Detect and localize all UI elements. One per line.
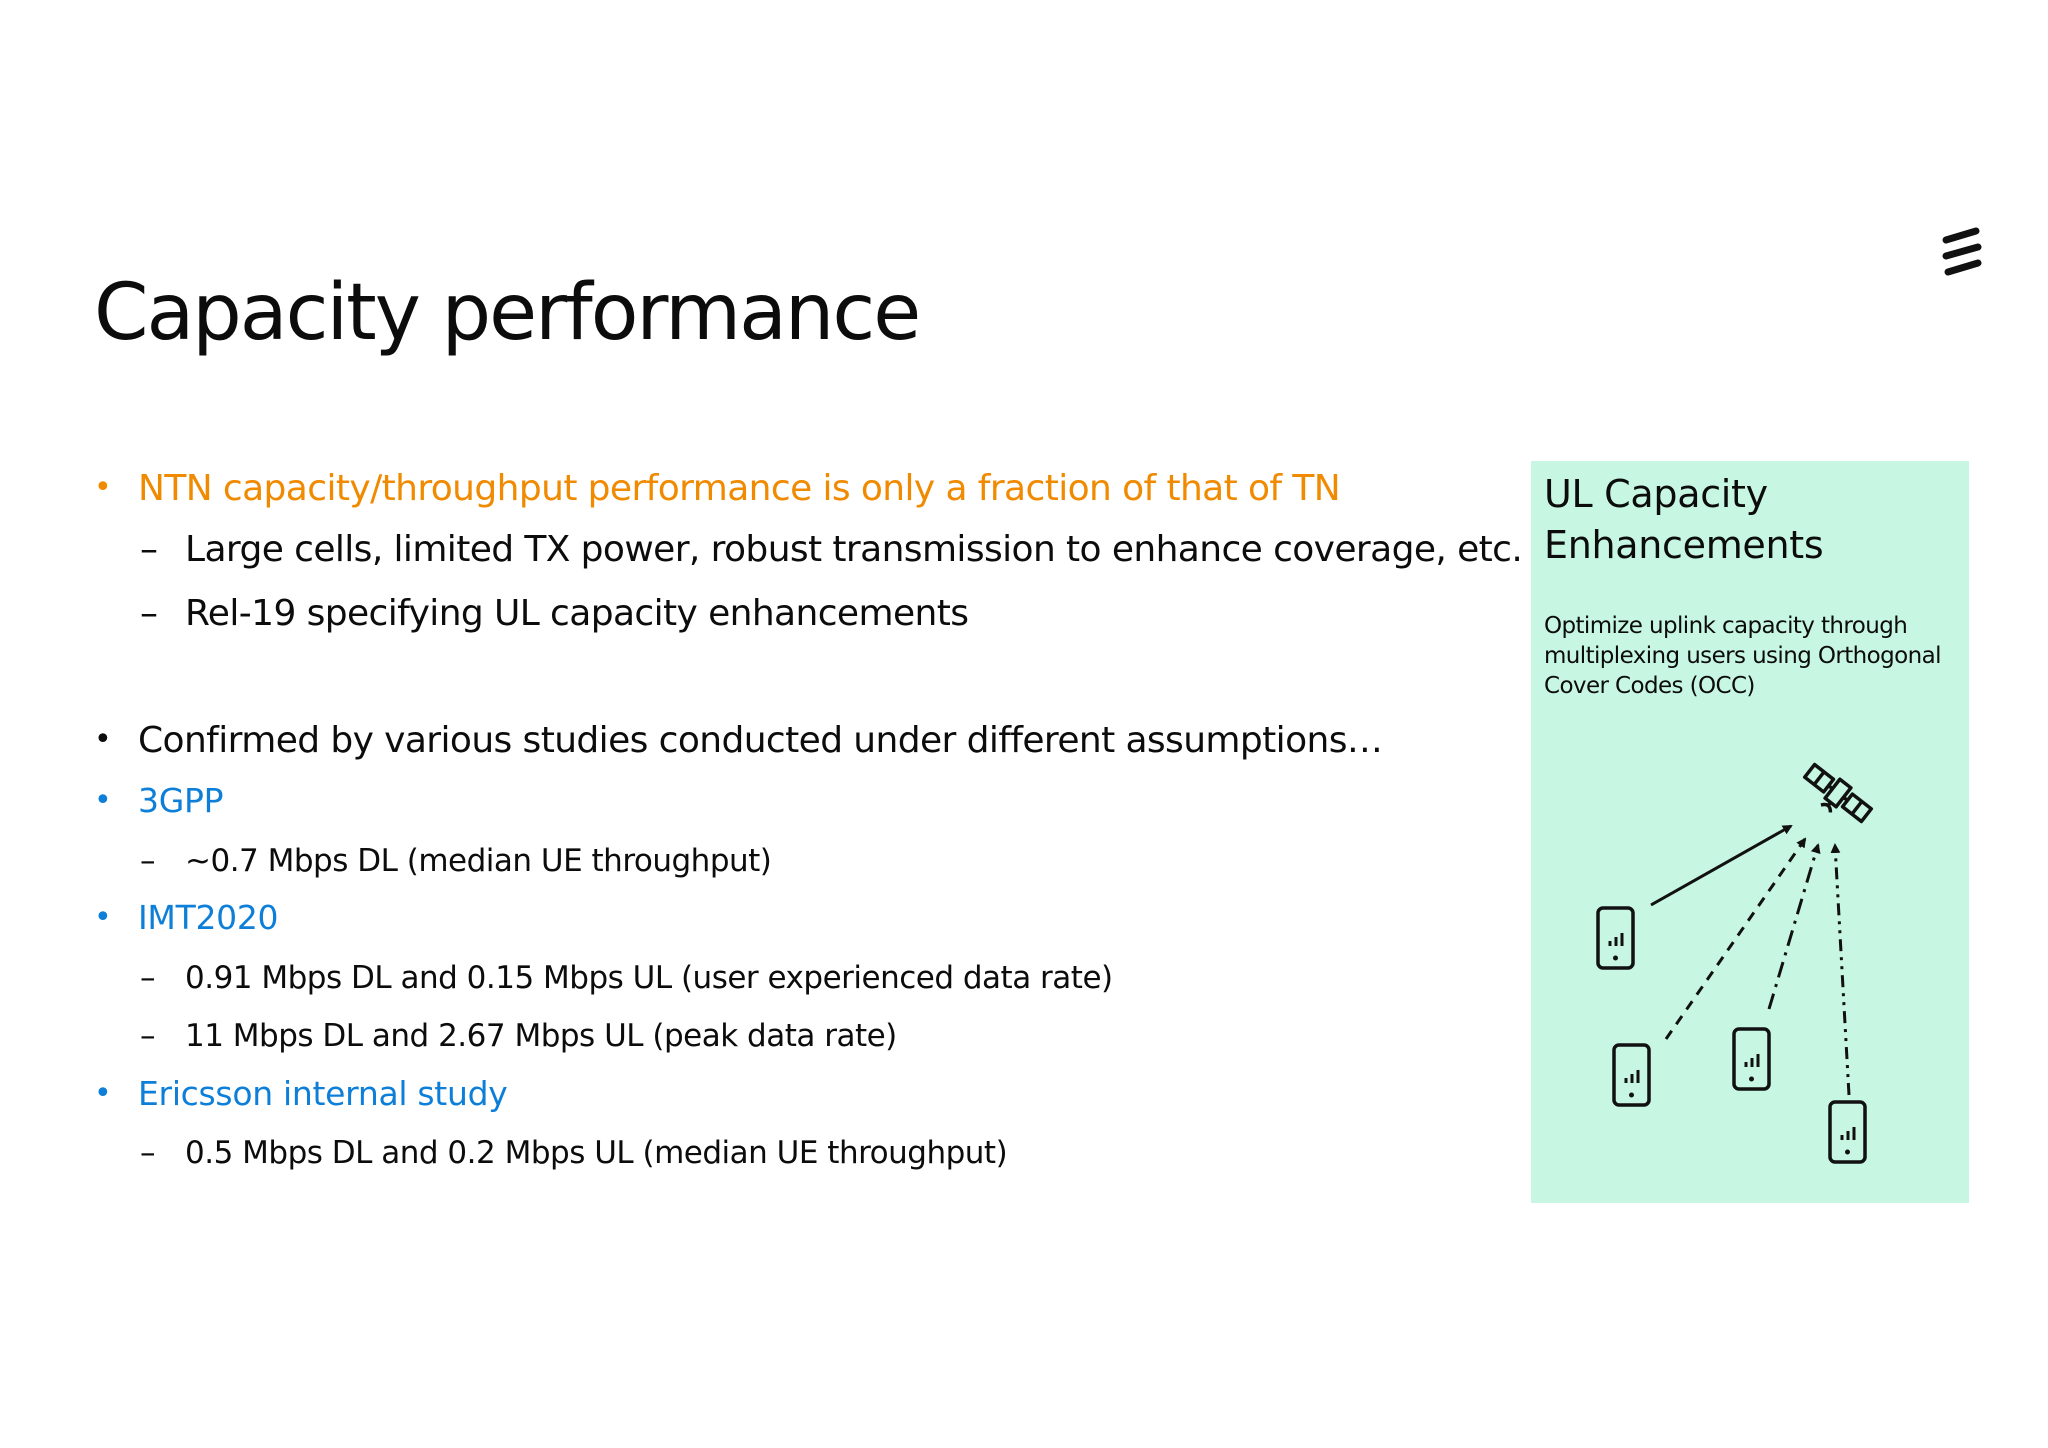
dash-marker: – [140, 1135, 156, 1171]
heading-3gpp: 3GPP [138, 781, 224, 820]
phone-icon [1614, 1045, 1649, 1105]
phone-icon [1830, 1102, 1865, 1162]
sub-bullet-rel19: Rel-19 specifying UL capacity enhancements [185, 593, 969, 634]
uplink-signal-line [1651, 826, 1791, 905]
bullet-marker: • [94, 1076, 112, 1111]
bullet-confirmed-studies: Confirmed by various studies conducted under different assumptions… [138, 720, 1383, 761]
sub-bullet-imt-peak-rate: 11 Mbps DL and 2.67 Mbps UL (peak data rate) [185, 1018, 897, 1054]
panel-description: Optimize uplink capacity through multiplexing users using Orthogonal Cover Codes (OCC) [1544, 613, 1941, 699]
bullet-marker: • [94, 722, 112, 757]
sub-bullet-3gpp-throughput: ~0.7 Mbps DL (median UE throughput) [185, 843, 772, 879]
dash-marker: – [140, 960, 156, 996]
phone-icon [1598, 908, 1633, 968]
uplink-signal-line [1769, 845, 1818, 1009]
sub-bullet-imt-user-rate: 0.91 Mbps DL and 0.15 Mbps UL (user experienced data rate) [185, 960, 1113, 996]
dash-marker: – [140, 529, 158, 570]
dash-marker: – [140, 843, 156, 879]
heading-imt2020: IMT2020 [138, 898, 279, 937]
dash-marker: – [140, 593, 158, 634]
sub-bullet-ericsson-throughput: 0.5 Mbps DL and 0.2 Mbps UL (median UE throughput) [185, 1135, 1008, 1171]
panel-title: UL Capacity Enhancements [1544, 472, 1824, 567]
sub-bullet-large-cells: Large cells, limited TX power, robust transmission to enhance coverage, etc. [185, 529, 1523, 570]
heading-ericsson-study: Ericsson internal study [138, 1074, 508, 1113]
phone-icon [1734, 1029, 1769, 1089]
page-title: Capacity performance [94, 268, 920, 359]
bullet-marker: • [94, 470, 112, 505]
bullet-marker: • [94, 900, 112, 935]
uplink-signal-line [1666, 839, 1805, 1039]
ericsson-logo-icon [1938, 226, 1986, 278]
dash-marker: – [140, 1018, 156, 1054]
uplink-signal-line [1835, 845, 1849, 1095]
uplink-diagram [1531, 461, 1969, 1203]
bullet-marker: • [94, 783, 112, 818]
satellite-icon [1797, 761, 1873, 831]
bullet-ntn-capacity: NTN capacity/throughput performance is only a fraction of that of TN [138, 468, 1341, 509]
ul-capacity-panel [1531, 461, 1969, 1203]
